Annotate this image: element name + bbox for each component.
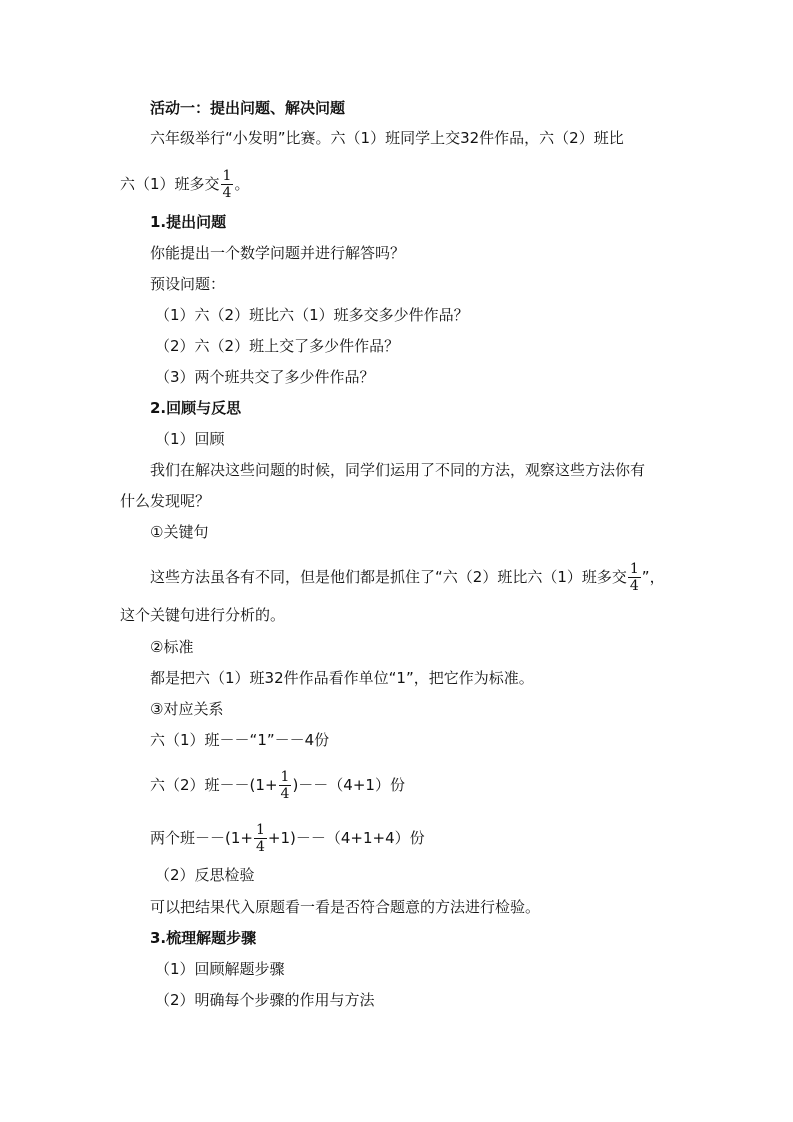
check-text: 可以把结果代入原题看一看是否符合题意的方法进行检验。 — [150, 898, 541, 916]
preset-item-3: （3）两个班共交了多少件作品？ — [155, 368, 375, 386]
point-1-line-2: 这个关键句进行分析的。 — [120, 606, 286, 624]
fraction-one-quarter — [254, 822, 267, 855]
relation-2-end: )－－（4+1）份 — [292, 776, 405, 794]
fraction-denominator: 4 — [222, 185, 232, 201]
point-1-label: ①关键句 — [150, 523, 209, 541]
fraction-numerator: 1 — [280, 769, 290, 785]
intro-line-2 — [120, 168, 249, 201]
fraction-numerator: 1 — [629, 561, 639, 577]
point-3-label: ③对应关系 — [150, 700, 224, 718]
relation-1: 六（1）班－－“1”－－4份 — [150, 731, 330, 749]
point-1-line-1 — [150, 561, 665, 594]
preset-item-1: （1）六（2）班比六（1）班多交多少件作品？ — [155, 306, 469, 324]
section-3-item-2: （2）明确每个步骤的作用与方法 — [155, 991, 375, 1009]
intro-line-2-text: 六（1）班多交 — [120, 175, 220, 193]
section-3-heading: 3.梳理解题步骤 — [150, 929, 257, 947]
preset-item-2: （2）六（2）班上交了多少件作品？ — [155, 337, 400, 355]
section-3-item-1: （1）回顾解题步骤 — [155, 960, 285, 978]
point-1-text: 这些方法虽各有不同，但是他们都是抓住了“六（2）班比六（1）班多交 — [150, 568, 627, 586]
fraction-denominator: 4 — [255, 839, 265, 855]
section-2-para-line-2: 什么发现呢？ — [120, 492, 211, 510]
fraction-denominator: 4 — [629, 578, 639, 594]
fraction-one-quarter — [628, 561, 641, 594]
relation-3 — [150, 822, 425, 855]
activity-heading: 活动一：提出问题、解决问题 — [150, 99, 346, 117]
relation-3-start: 两个班－－(1+ — [150, 829, 253, 847]
preset-label: 预设问题： — [150, 275, 226, 293]
section-2-para-line-1: 我们在解决这些问题的时候，同学们运用了不同的方法，观察这些方法你有 — [150, 461, 646, 479]
fraction-denominator: 4 — [280, 786, 290, 802]
section-2-sub-2: （2）反思检验 — [155, 866, 255, 884]
relation-3-end: +1)－－（4+1+4）份 — [267, 829, 425, 847]
intro-line-1: 六年级举行“小发明”比赛。六（1）班同学上交32件作品，六（2）班比 — [150, 129, 624, 147]
fraction-numerator: 1 — [222, 168, 232, 184]
section-1-heading: 1.提出问题 — [150, 213, 227, 231]
section-2-heading: 2.回顾与反思 — [150, 399, 242, 417]
point-1-text-end: ”， — [641, 568, 665, 586]
fraction-one-quarter — [221, 168, 234, 201]
fraction-one-quarter — [279, 769, 292, 802]
intro-line-2-end: 。 — [234, 175, 250, 193]
relation-2 — [150, 769, 405, 802]
point-2-text: 都是把六（1）班32件作品看作单位“1”，把它作为标准。 — [150, 669, 534, 687]
section-2-sub-1: （1）回顾 — [155, 430, 225, 448]
section-1-question: 你能提出一个数学问题并进行解答吗？ — [150, 244, 406, 262]
relation-2-start: 六（2）班－－(1+ — [150, 776, 278, 794]
fraction-numerator: 1 — [255, 822, 265, 838]
point-2-label: ②标准 — [150, 638, 194, 656]
